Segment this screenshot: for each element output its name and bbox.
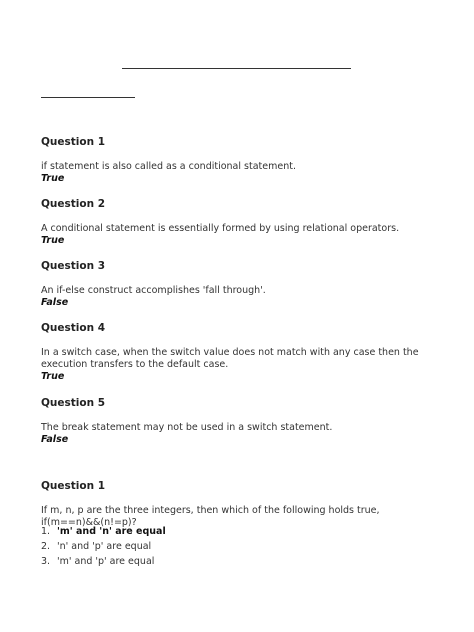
option-item xyxy=(41,539,441,554)
option-item xyxy=(41,554,441,569)
question-text: The break statement may not be used in a switch statement. xyxy=(41,422,333,433)
question-answer: True xyxy=(41,371,65,382)
option-number: 2. xyxy=(41,541,51,552)
question-title: Question 1 xyxy=(41,480,106,492)
question-title: Question 3 xyxy=(41,260,106,272)
question-block xyxy=(41,135,441,185)
question-block xyxy=(41,197,441,247)
question-answer: False xyxy=(41,297,69,308)
option-item xyxy=(41,524,441,539)
question-answer: False xyxy=(41,434,69,445)
question-text: In a switch case, when the switch value does not match with any case then the execution transfers to the default case. xyxy=(41,347,419,370)
question-text: A conditional statement is essentially formed by using relational operators. xyxy=(41,223,400,234)
options-list xyxy=(41,524,441,569)
question-answer: True xyxy=(41,173,65,184)
question-text: If m, n, p are the three integers, then which of the following holds true, if(m==n)&&(n!=p)? xyxy=(41,505,380,528)
question-title: Question 4 xyxy=(41,322,106,334)
mcq-question-block xyxy=(41,479,441,529)
question-title: Question 1 xyxy=(41,136,106,148)
question-block xyxy=(41,396,441,446)
question-text: An if-else construct accomplishes 'fall through'. xyxy=(41,285,266,296)
question-block xyxy=(41,321,441,383)
option-number: 3. xyxy=(41,556,51,567)
question-text: if statement is also called as a conditional statement. xyxy=(41,161,296,172)
option-number: 1. xyxy=(41,526,51,537)
section-rule xyxy=(41,97,135,98)
question-answer: True xyxy=(41,235,65,246)
question-block xyxy=(41,259,441,309)
option-text: 'm' and 'n' are equal xyxy=(57,526,166,537)
question-title: Question 2 xyxy=(41,198,106,210)
question-title: Question 5 xyxy=(41,397,106,409)
top-rule xyxy=(122,68,351,69)
option-text: 'n' and 'p' are equal xyxy=(57,541,152,552)
option-text: 'm' and 'p' are equal xyxy=(57,556,155,567)
